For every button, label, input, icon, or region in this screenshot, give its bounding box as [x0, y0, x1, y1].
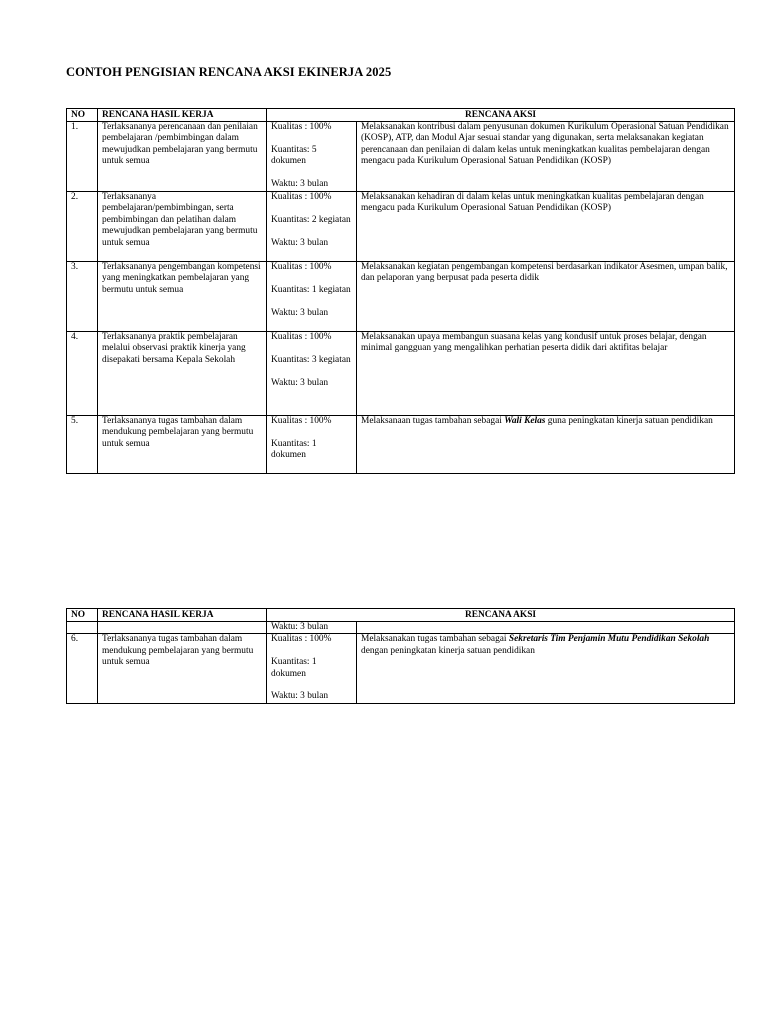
waktu-text: Waktu: 3 bulan — [271, 691, 329, 702]
kuantitas-text: Kuantitas: 1 kegiatan — [271, 284, 351, 295]
table-row — [67, 192, 735, 262]
kuantitas-text: Kuantitas: 3 kegiatan — [271, 354, 351, 365]
aksi-text: guna peningkatan kinerja satuan pendidikan — [545, 416, 713, 426]
indikator-cell — [267, 122, 357, 192]
table-row — [67, 332, 735, 416]
row-number: 3. — [67, 262, 98, 332]
table-row — [67, 634, 735, 704]
header-row — [67, 609, 735, 622]
rencana-hasil-kerja-cell: Terlaksananya pembelajaran/pembimbingan, serta pembimbingan dan pelatihan dalam mewujudkan pembelajaran yang bermutu untuk semua — [98, 192, 267, 262]
kuantitas-text: Kuantitas: 1 dokumen — [271, 438, 317, 461]
document-title: CONTOH PENGISIAN RENCANA AKSI EKINERJA 2025 — [66, 65, 392, 79]
row-number: 6. — [67, 634, 98, 704]
header-rencana-aksi: RENCANA AKSI — [267, 109, 735, 122]
rencana-aksi-cell: Melaksanakan kehadiran di dalam kelas untuk meningkatkan kualitas pembelajaran dengan mengacu pada Kurikulum Operasional Satuan Pendidikan (KOSP) — [357, 192, 735, 262]
row-number: 2. — [67, 192, 98, 262]
table-row — [67, 262, 735, 332]
action-plan-table-2 — [66, 608, 735, 704]
row-number: 4. — [67, 332, 98, 416]
rencana-hasil-kerja-cell: Terlaksananya praktik pembelajaran melalui observasi praktik kinerja yang disepakati bersama Kepala Sekolah — [98, 332, 267, 416]
kuantitas-text: Kuantitas: 5 dokumen — [271, 144, 317, 167]
header-rencana-aksi: RENCANA AKSI — [267, 609, 735, 622]
waktu-text: Waktu: 3 bulan — [271, 237, 329, 248]
rencana-hasil-kerja-cell: Terlaksananya perencanaan dan penilaian pembelajaran /pembimbingan dalam mewujudkan pembelajaran yang bermutu untuk semua — [98, 122, 267, 192]
kualitas-text: Kualitas : 100% — [271, 634, 332, 645]
waktu-text: Waktu: 3 bulan — [271, 377, 329, 388]
indikator-cell — [267, 332, 357, 416]
table-row — [67, 416, 735, 474]
table-row — [67, 122, 735, 192]
kualitas-text: Kualitas : 100% — [271, 262, 332, 272]
aksi-text: dengan peningkatan kinerja satuan pendidikan — [361, 645, 535, 656]
waktu-text: Waktu: 3 bulan — [271, 179, 329, 189]
header-no: NO — [67, 609, 98, 622]
kuantitas-text: Kuantitas: 2 kegiatan — [271, 214, 351, 225]
kualitas-text: Kualitas : 100% — [271, 192, 332, 202]
header-row — [67, 109, 735, 122]
indikator-cell — [267, 192, 357, 262]
indikator-cell — [267, 262, 357, 332]
rencana-aksi-cell: Melaksanakan kontribusi dalam penyusunan dokumen Kurikulum Operasional Satuan Pendidikan (KOSP), ATP, dan Modul Ajar sesuai standar yang digunakan, serta melaksanakan kegiatan perencanaan dan penilaian di dalam kelas untuk meningkatkan kualitas pembelajaran dengan mengacu pada Kurikulum Operasional Satuan Pendidikan (KOSP) — [357, 122, 735, 192]
carry-over-row — [67, 622, 735, 634]
indikator-cell — [267, 416, 357, 474]
waktu-text: Waktu: 3 bulan — [271, 307, 329, 318]
aksi-text: Melaksanakan tugas tambahan sebagai — [361, 634, 509, 645]
kualitas-text: Kualitas : 100% — [271, 332, 332, 342]
aksi-emphasis: Wali Kelas — [504, 416, 546, 426]
header-no: NO — [67, 109, 98, 122]
rencana-aksi-cell — [357, 634, 735, 704]
aksi-emphasis: Sekretaris Tim Penjamin Mutu Pendidikan Sekolah — [508, 634, 710, 645]
rencana-aksi-cell: Melaksanakan upaya membangun suasana kelas yang kondusif untuk proses belajar, dengan minimal gangguan yang mengalihkan perhatian peserta didik dari aktifitas belajar — [357, 332, 735, 416]
row-number: 1. — [67, 122, 98, 192]
kualitas-text: Kualitas : 100% — [271, 416, 332, 426]
header-rencana-hasil-kerja: RENCANA HASIL KERJA — [98, 109, 267, 122]
rencana-aksi-cell — [357, 416, 735, 474]
aksi-text: Melaksanaan tugas tambahan sebagai — [361, 416, 505, 426]
rencana-aksi-cell: Melaksanakan kegiatan pengembangan kompetensi berdasarkan indikator Asesmen, umpan balik, dan pelaporan yang berpusat pada peserta didik — [357, 262, 735, 332]
waktu-text: Waktu: 3 bulan — [267, 622, 357, 634]
rencana-hasil-kerja-cell: Terlaksananya pengembangan kompetensi yang meningkatkan pembelajaran yang bermutu untuk semua — [98, 262, 267, 332]
action-plan-table-1 — [66, 108, 735, 474]
indikator-cell — [267, 634, 357, 704]
header-rencana-hasil-kerja: RENCANA HASIL KERJA — [98, 609, 267, 622]
kuantitas-text: Kuantitas: 1 dokumen — [271, 657, 317, 679]
rencana-hasil-kerja-cell: Terlaksananya tugas tambahan dalam mendukung pembelajaran yang bermutu untuk semua — [98, 416, 267, 474]
rencana-hasil-kerja-cell: Terlaksananya tugas tambahan dalam mendukung pembelajaran yang bermutu untuk semua — [98, 634, 267, 704]
kualitas-text: Kualitas : 100% — [271, 122, 332, 132]
row-number: 5. — [67, 416, 98, 474]
